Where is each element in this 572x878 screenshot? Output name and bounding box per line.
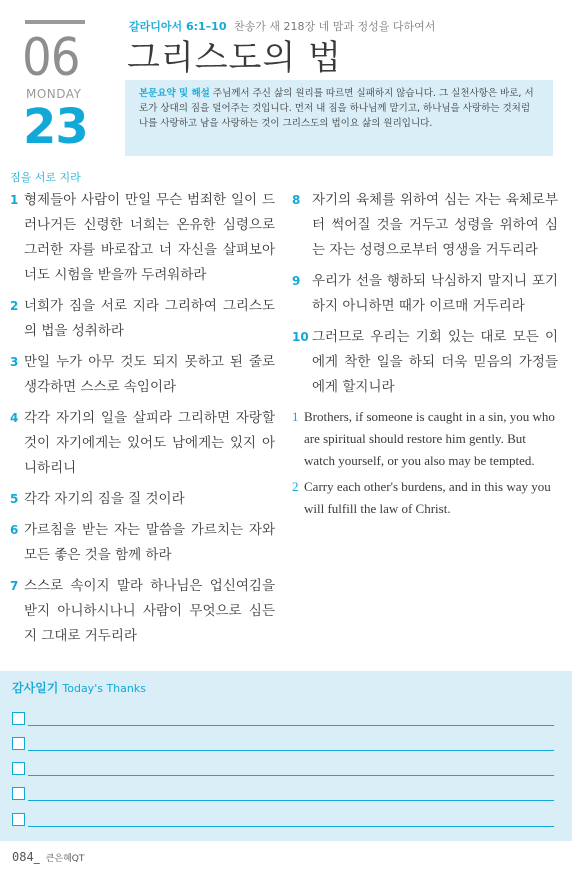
verse-number: 2 <box>10 299 19 313</box>
english-verse-text: Brothers, if someone is caught in a sin, you who are spiritual should restore him gently. But watch yourself, or you also may be tempted. <box>304 409 555 468</box>
day-number: 23 <box>23 99 88 155</box>
book-title: 큰은혜QT <box>45 854 85 864</box>
scripture-reference: 갈라디아서 6:1–10 <box>129 20 227 33</box>
thanks-write-line[interactable] <box>28 750 554 751</box>
thanks-title: 감사일기 <box>12 681 59 695</box>
english-verse-text: Carry each other's burdens, and in this way you will fulfill the law of Christ. <box>304 479 551 516</box>
verse-text: 우리가 선을 행하되 낙심하지 말지니 포기하지 아니하면 때가 이르매 거두리라 <box>312 273 558 314</box>
verse-number: 10 <box>292 330 309 344</box>
verses-right-column <box>292 188 558 524</box>
verse <box>292 188 558 263</box>
section-heading: 짐을 서로 지라 <box>10 171 81 184</box>
thanks-checkbox[interactable] <box>12 762 25 775</box>
verse <box>10 574 275 649</box>
page-footer <box>12 850 84 866</box>
verse <box>292 269 558 319</box>
scripture-reference-line <box>129 20 435 34</box>
english-verse <box>292 476 558 520</box>
thanks-checkbox[interactable] <box>12 737 25 750</box>
footer-separator: _ <box>33 850 40 864</box>
thanks-write-line[interactable] <box>28 800 554 801</box>
verse-text: 만일 누가 아무 것도 되지 못하고 된 줄로 생각하면 스스로 속임이라 <box>24 354 275 395</box>
thanks-write-line[interactable] <box>28 725 554 726</box>
english-verse-number: 2 <box>292 479 299 494</box>
verse-text: 자기의 육체를 위하여 심는 자는 육체로부터 썩어질 것을 거두고 성령을 위하여 심는 자는 성령으로부터 영생을 거두리라 <box>312 192 558 258</box>
english-verse <box>292 406 558 472</box>
verse-text: 너희가 짐을 서로 지라 그리하여 그리스도의 법을 성취하라 <box>24 298 275 339</box>
month-number: 06 <box>22 28 80 88</box>
thanks-entry-row[interactable] <box>12 712 554 726</box>
page-number: 084 <box>12 850 34 864</box>
thanks-write-line[interactable] <box>28 775 554 776</box>
thanks-checkbox[interactable] <box>12 712 25 725</box>
verse <box>292 325 558 400</box>
verse <box>10 188 275 288</box>
verse-number: 3 <box>10 355 19 369</box>
verse-number: 6 <box>10 523 19 537</box>
verse <box>10 518 275 568</box>
verse-text: 각각 자기의 일을 살피라 그리하면 자랑할 것이 자기에게는 있어도 남에게는 있지 아니하리니 <box>24 410 275 476</box>
summary-label: 본문요약 및 해설 <box>139 88 210 99</box>
thanks-checkbox[interactable] <box>12 813 25 826</box>
summary-text: 주님께서 주신 삶의 원리를 따르면 실패하지 않습니다. 그 실천사항은 바로, 서로가 상대의 짐을 덜어주는 것입니다. 먼저 내 짐을 하나님께 맡기고, 하나님을 사랑하는 것처럼 나를 사랑하고 남을 사랑하는 것이 그리스도의 법이요 삶의 원리입니다. <box>139 88 534 129</box>
verse-number: 8 <box>292 193 301 207</box>
verse-text: 그러므로 우리는 기회 있는 대로 모든 이에게 착한 일을 하되 더욱 믿음의 가정들에게 할지니라 <box>312 329 558 395</box>
verse <box>10 350 275 400</box>
verse <box>10 294 275 344</box>
thanks-entry-row[interactable] <box>12 813 554 827</box>
verse-text: 스스로 속이지 말라 하나님은 업신여김을 받지 아니하시나니 사람이 무엇으로 심든지 그대로 거두리라 <box>24 578 275 644</box>
verses-left-column <box>10 188 275 655</box>
verse <box>10 487 275 512</box>
thanks-journal-panel <box>0 671 572 841</box>
thanks-entry-row[interactable] <box>12 737 554 751</box>
verse-text: 각각 자기의 짐을 질 것이라 <box>24 491 185 507</box>
thanks-subtitle: Today's Thanks <box>62 682 146 695</box>
thanks-heading <box>12 681 146 696</box>
thanks-entry-row[interactable] <box>12 787 554 801</box>
english-verse-number: 1 <box>292 409 299 424</box>
verse <box>10 406 275 481</box>
weekday-label: MONDAY <box>26 87 82 101</box>
verse-number: 4 <box>10 411 19 425</box>
page-title: 그리스도의 법 <box>127 38 342 78</box>
verse-number: 5 <box>10 492 19 506</box>
thanks-write-line[interactable] <box>28 826 554 827</box>
verse-number: 1 <box>10 193 19 207</box>
verse-number: 7 <box>10 579 19 593</box>
thanks-checkbox[interactable] <box>12 787 25 800</box>
verse-text: 가르침을 받는 자는 말씀을 가르치는 자와 모든 좋은 것을 함께 하라 <box>24 522 275 563</box>
verse-text: 형제들아 사람이 만일 무슨 범죄한 일이 드러나거든 신령한 너희는 온유한 심령으로 그러한 자를 바로잡고 너 자신을 살펴보아 너도 시험을 받을까 두려워하라 <box>24 192 275 283</box>
hymn-reference: 찬송가 새 218장 네 맘과 정성을 다하여서 <box>233 20 436 33</box>
verse-number: 9 <box>292 274 301 288</box>
thanks-entry-row[interactable] <box>12 762 554 776</box>
summary-box <box>125 80 553 156</box>
date-top-rule <box>25 20 85 24</box>
